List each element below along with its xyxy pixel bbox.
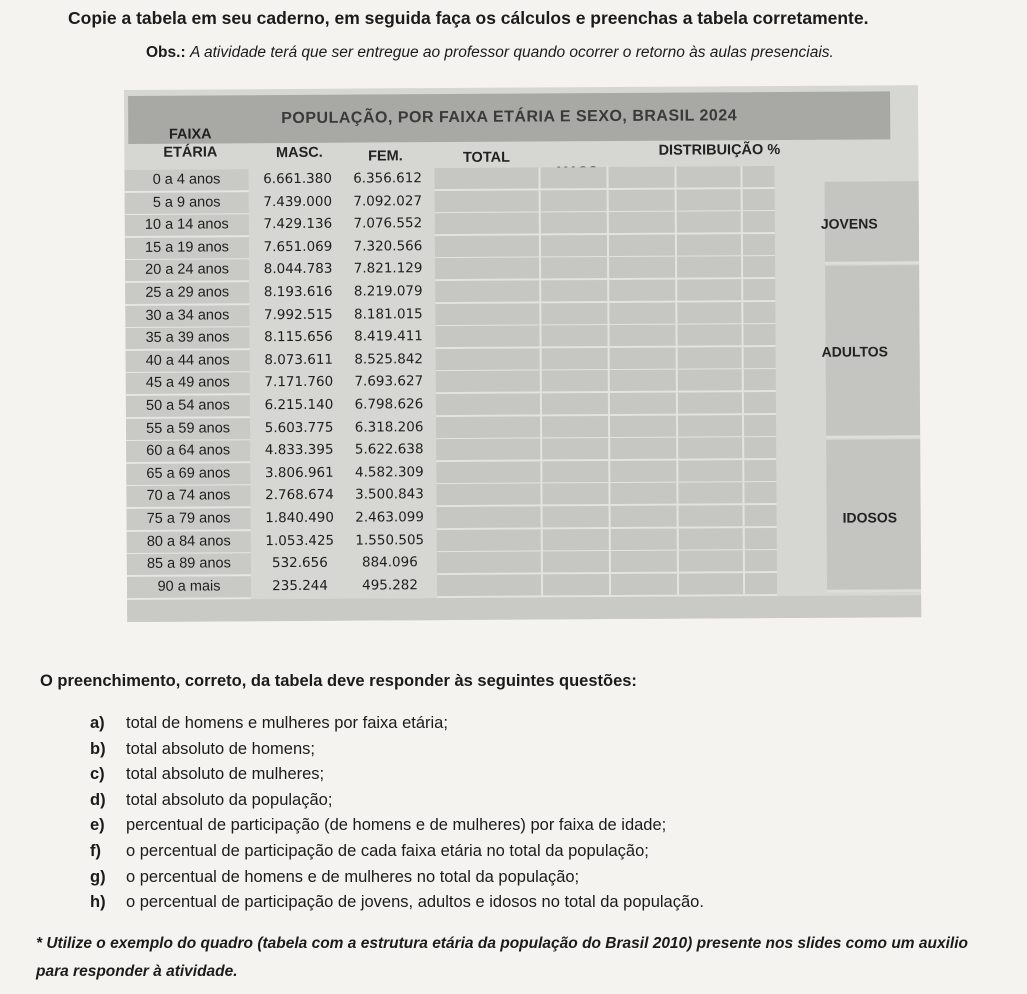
- masc-cell: 7.171.760: [264, 374, 334, 391]
- age-cell: 35 a 39 anos: [125, 327, 249, 351]
- fem-cell: 8.181.015: [353, 305, 423, 323]
- fem-cell: 4.582.309: [354, 463, 424, 481]
- question-text: o percentual de homens e de mulheres no total da população;: [126, 867, 580, 886]
- question-text: total de homens e mulheres por faixa etária;: [126, 714, 448, 732]
- masc-cell: 1.840.490: [265, 509, 335, 527]
- question-letter: e): [90, 816, 105, 835]
- empty-calc-cells: [436, 460, 776, 485]
- age-cell: 30 a 34 anos: [125, 305, 249, 329]
- age-cell: 75 a 79 anos: [127, 508, 251, 532]
- footnote: * Utilize o exemplo do quadro (tabela com a estrutura etária da população do Brasil 2010) presente nos slides como um auxilio para responder à atividade.: [36, 935, 968, 980]
- age-cell: 45 a 49 anos: [126, 373, 250, 397]
- fem-cell: 6.318.206: [354, 418, 424, 436]
- age-cell: 50 a 54 anos: [126, 395, 250, 419]
- age-cell: 0 a 4 anos: [124, 169, 248, 193]
- group-label-idosos: IDOSOS: [842, 509, 898, 526]
- col-header-faixa: [150, 125, 230, 161]
- masc-cell: 8.044.783: [263, 261, 333, 278]
- empty-calc-cells: [435, 234, 775, 259]
- fem-cell: 495.282: [362, 577, 418, 594]
- question-item: [90, 816, 666, 838]
- masc-cell: 5.603.775: [264, 419, 334, 436]
- observation-label: Obs.:: [146, 44, 186, 61]
- empty-calc-cells: [435, 189, 775, 214]
- fem-cell: 1.550.505: [355, 531, 425, 549]
- empty-calc-cells: [436, 415, 776, 440]
- masc-cell: 6.215.140: [264, 396, 334, 414]
- masc-cell: 7.651.069: [263, 238, 333, 255]
- fem-cell: 2.463.099: [355, 509, 425, 526]
- empty-calc-cells: [436, 482, 776, 507]
- age-cell: 80 a 84 anos: [127, 531, 251, 555]
- question-item: [90, 740, 315, 762]
- age-cell: 10 a 14 anos: [125, 214, 249, 238]
- observation-note: [146, 44, 1006, 62]
- question-text: o percentual de participação de jovens, adultos e idosos no total da população.: [126, 893, 704, 912]
- fem-cell: 8.219.079: [353, 283, 423, 300]
- fem-cell: 8.419.411: [354, 328, 423, 345]
- age-cell: 70 a 74 anos: [126, 486, 250, 510]
- masc-cell: 235.244: [272, 577, 328, 594]
- empty-calc-cells: [437, 528, 777, 553]
- question-text: total absoluto de mulheres;: [126, 765, 325, 784]
- age-cell: 85 a 89 anos: [127, 553, 251, 577]
- question-letter: g): [90, 867, 106, 886]
- question-letter: a): [90, 714, 105, 732]
- empty-calc-cells: [437, 573, 777, 598]
- fem-cell: 7.076.552: [353, 215, 423, 232]
- col-header-faixa-line2: ETÁRIA: [163, 144, 218, 161]
- question-item: [90, 714, 448, 736]
- masc-cell: 8.073.611: [264, 351, 334, 368]
- question-item: [90, 893, 704, 915]
- masc-cell: 2.768.674: [265, 487, 334, 504]
- empty-calc-cells: [435, 324, 775, 349]
- col-header-masc: MASC.: [275, 144, 323, 162]
- age-cell: 5 a 9 anos: [125, 192, 249, 216]
- empty-calc-cells: [435, 279, 775, 304]
- masc-cell: 1.053.425: [265, 532, 335, 549]
- empty-calc-cells: [436, 347, 776, 372]
- fem-cell: 8.525.842: [354, 350, 424, 368]
- empty-calc-cells: [434, 166, 774, 191]
- empty-calc-cells: [435, 211, 775, 236]
- masc-cell: 8.115.656: [264, 328, 333, 346]
- question-item: [90, 765, 324, 787]
- empty-calc-cells: [436, 437, 776, 462]
- question-text: o percentual de participação de cada faixa etária no total da população;: [126, 842, 649, 860]
- masc-cell: 3.806.961: [264, 464, 334, 481]
- fem-cell: 7.693.627: [354, 373, 424, 390]
- age-cell: 90 a mais: [127, 576, 251, 600]
- age-cell: 65 a 69 anos: [126, 463, 250, 487]
- empty-calc-cells: [437, 550, 777, 575]
- question-item: [90, 842, 649, 864]
- fem-cell: 6.798.626: [354, 396, 424, 413]
- question-item: [90, 791, 332, 813]
- table-caption: POPULAÇÃO, POR FAIXA ETÁRIA E SEXO, BRASIL 2024: [128, 91, 890, 144]
- empty-calc-cells: [435, 302, 775, 327]
- instructions-intro: O preenchimento, correto, da tabela deve responder às seguintes questões:: [40, 672, 637, 690]
- age-cell: 15 a 19 anos: [125, 237, 249, 261]
- fem-cell: 5.622.638: [354, 441, 424, 458]
- page-title: Copie a tabela em seu caderno, em seguida faça os cálculos e preenchas a tabela corretamente.: [68, 8, 869, 28]
- age-cell: 55 a 59 anos: [126, 418, 250, 442]
- masc-cell: 4.833.395: [264, 441, 334, 459]
- fem-cell: 884.096: [361, 554, 418, 571]
- question-text: total absoluto de homens;: [126, 739, 315, 758]
- population-table: [124, 85, 921, 622]
- question-item: [90, 868, 579, 890]
- masc-cell: 6.661.380: [263, 170, 332, 188]
- table-total-row: [127, 595, 921, 622]
- question-letter: h): [90, 893, 106, 912]
- fem-cell: 7.092.027: [353, 192, 423, 210]
- question-letter: d): [90, 790, 106, 809]
- fem-cell: 7.821.129: [353, 260, 423, 277]
- age-cell: 25 a 29 anos: [125, 282, 249, 306]
- age-cell: 60 a 64 anos: [126, 440, 250, 464]
- fem-cell: 3.500.843: [355, 486, 424, 503]
- group-label-adultos: ADULTOS: [821, 343, 889, 360]
- masc-cell: 532.656: [271, 554, 328, 572]
- fem-cell: 6.356.612: [353, 170, 422, 187]
- question-letter: c): [90, 765, 105, 784]
- question-letter: b): [90, 739, 106, 758]
- col-header-total: TOTAL: [462, 149, 510, 166]
- col-header-faixa-line1: FAIXA: [168, 126, 212, 143]
- masc-cell: 7.429.136: [263, 215, 333, 233]
- question-text: total absoluto da população;: [126, 790, 333, 809]
- masc-cell: 8.193.616: [263, 283, 333, 301]
- question-letter: f): [90, 842, 101, 860]
- col-header-fem: FEM.: [368, 148, 403, 165]
- empty-calc-cells: [436, 369, 776, 394]
- masc-cell: 7.439.000: [263, 193, 333, 210]
- observation-text: A atividade terá que ser entregue ao professor quando ocorrer o retorno às aulas presenciais.: [189, 44, 834, 61]
- empty-calc-cells: [435, 256, 775, 281]
- age-cell: 20 a 24 anos: [125, 260, 249, 284]
- empty-calc-cells: [437, 505, 777, 530]
- fem-cell: 7.320.566: [353, 237, 423, 255]
- empty-calc-cells: [436, 392, 776, 417]
- col-header-distribuicao: DISTRIBUIÇÃO %: [658, 141, 781, 159]
- age-cell: 40 a 44 anos: [126, 350, 250, 374]
- masc-cell: 7.992.515: [263, 306, 333, 323]
- question-text: percentual de participação (de homens e de mulheres) por faixa de idade;: [126, 816, 667, 835]
- group-label-jovens: JOVENS: [820, 215, 878, 232]
